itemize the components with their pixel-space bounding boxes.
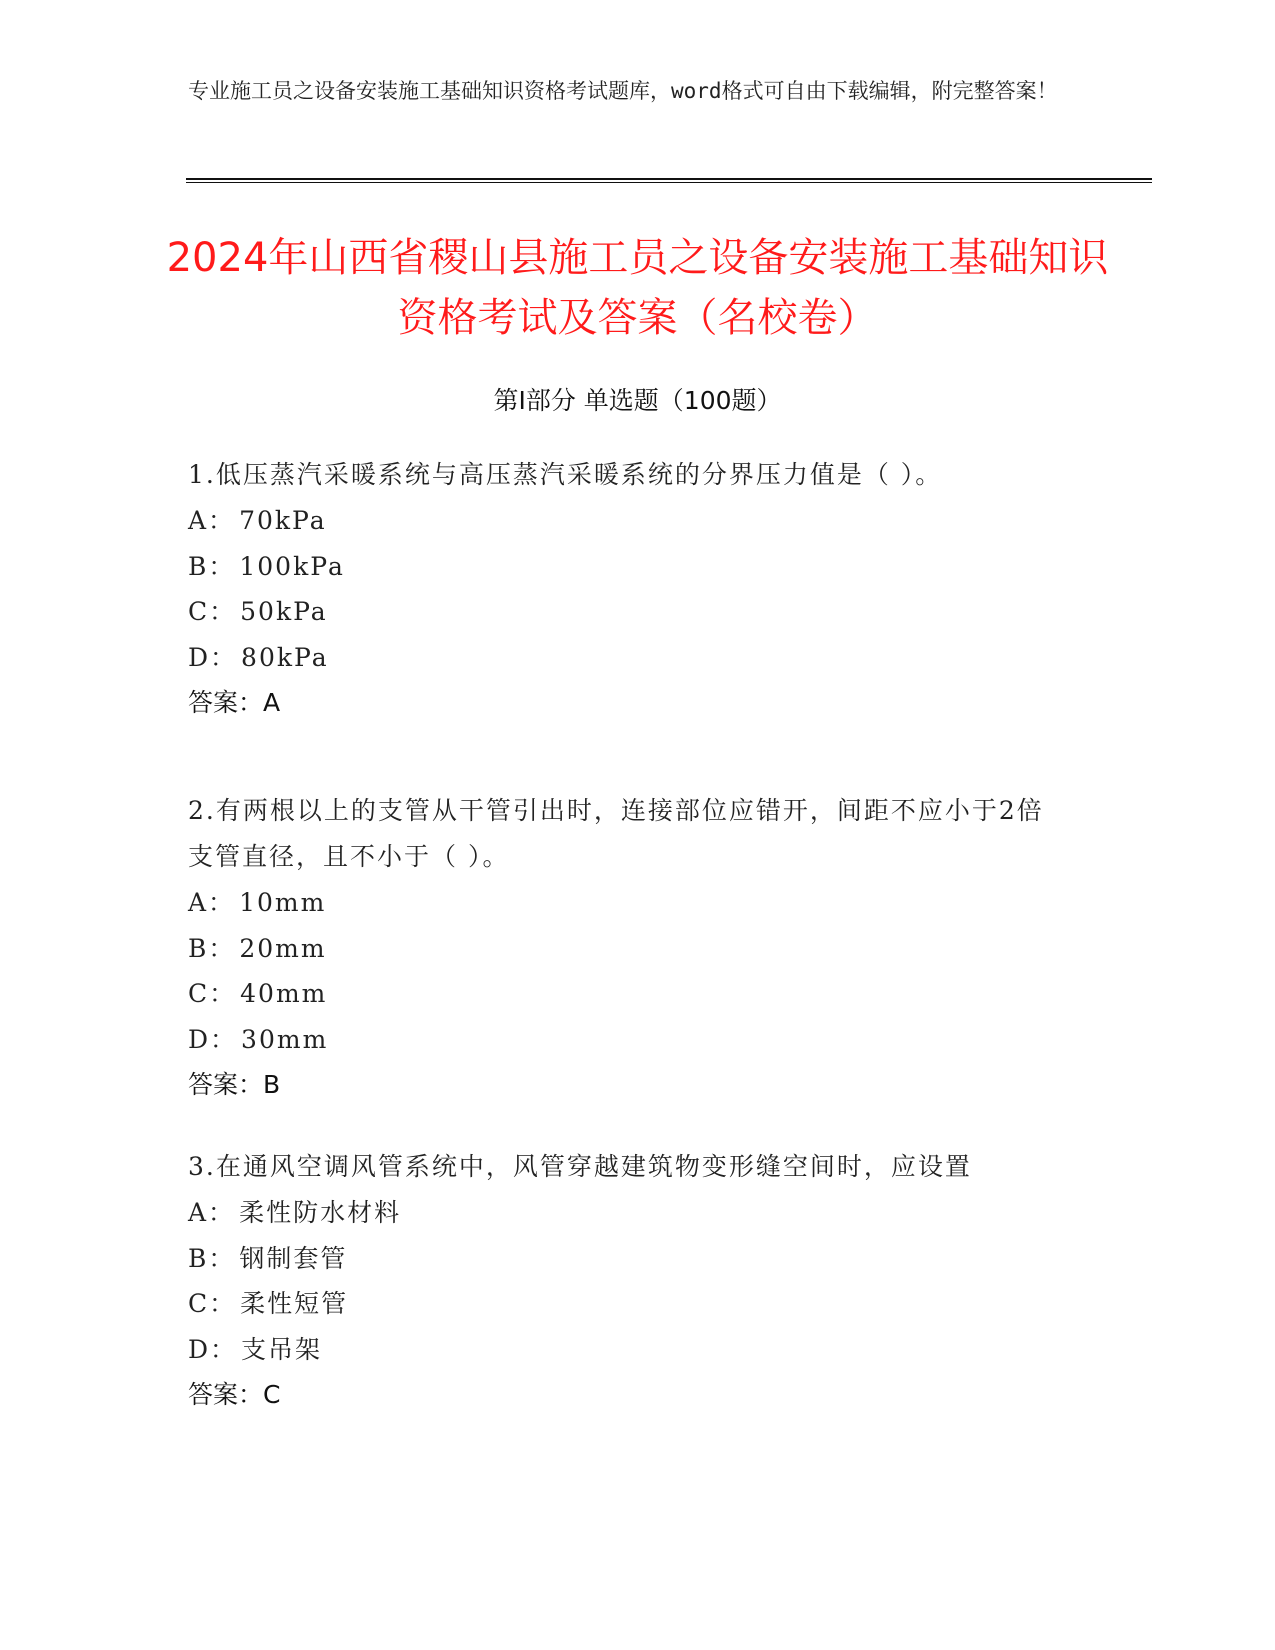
option-text: 柔性防水材料 [239, 1198, 402, 1227]
option-text: 50kPa [240, 597, 328, 626]
option-b [188, 544, 1068, 590]
option-key: C： [188, 597, 237, 626]
answer-line: 答案：C [188, 1380, 281, 1409]
option-text: 100kPa [239, 551, 345, 581]
option-key: A： [188, 1198, 236, 1227]
option-b [188, 1236, 1068, 1282]
document-title: 2024年山西省稷山县施工员之设备安装施工基础知识资格考试及答案（名校卷） [166, 235, 1109, 341]
answer-line: 答案：B [188, 1070, 281, 1099]
option-text: 钢制套管 [239, 1243, 348, 1273]
question-stem: 2.有两根以上的支管从干管引出时，连接部位应错开，间距不应小于2倍支管直径，且不小于（ ）。 [188, 796, 1044, 871]
option-text: 支吊架 [241, 1334, 323, 1364]
header-divider-thick [186, 178, 1152, 180]
option-key: C： [188, 979, 237, 1008]
option-c [188, 971, 1068, 1017]
option-text: 柔性短管 [240, 1289, 349, 1318]
option-b [188, 926, 1068, 972]
option-d [188, 1017, 1068, 1063]
answer-line: 答案：A [188, 688, 281, 717]
header-divider-thin [186, 182, 1152, 183]
header-note: 专业施工员之设备安装施工基础知识资格考试题库，word格式可自由下载编辑，附完整答案！ [188, 79, 1058, 103]
option-text: 10mm [239, 888, 327, 917]
option-text: 70kPa [239, 506, 327, 535]
option-text: 40mm [240, 979, 328, 1008]
option-d [188, 635, 1068, 681]
question-stem: 1.低压蒸汽采暖系统与高压蒸汽采暖系统的分界压力值是（ ）。 [188, 460, 943, 489]
question-1 [188, 452, 1068, 726]
option-key: A： [188, 506, 236, 535]
section-heading: 第Ⅰ部分 单选题（100题） [493, 386, 782, 415]
option-a [188, 880, 1068, 926]
option-key: B： [188, 933, 236, 963]
option-text: 30mm [241, 1024, 329, 1054]
question-3 [188, 1144, 1068, 1418]
option-key: D： [188, 1024, 238, 1054]
option-key: A： [188, 888, 236, 917]
option-a [188, 498, 1068, 544]
option-key: D： [188, 642, 238, 672]
question-stem: 3.在通风空调风管系统中，风管穿越建筑物变形缝空间时，应设置 [188, 1152, 972, 1181]
option-key: B： [188, 551, 236, 581]
option-key: B： [188, 1243, 236, 1273]
option-key: D： [188, 1334, 238, 1364]
option-c [188, 1281, 1068, 1327]
option-c [188, 589, 1068, 635]
option-text: 80kPa [241, 642, 329, 672]
option-text: 20mm [239, 933, 327, 963]
option-d [188, 1327, 1068, 1373]
option-key: C： [188, 1289, 237, 1318]
option-a [188, 1190, 1068, 1236]
question-2 [188, 788, 1068, 1108]
